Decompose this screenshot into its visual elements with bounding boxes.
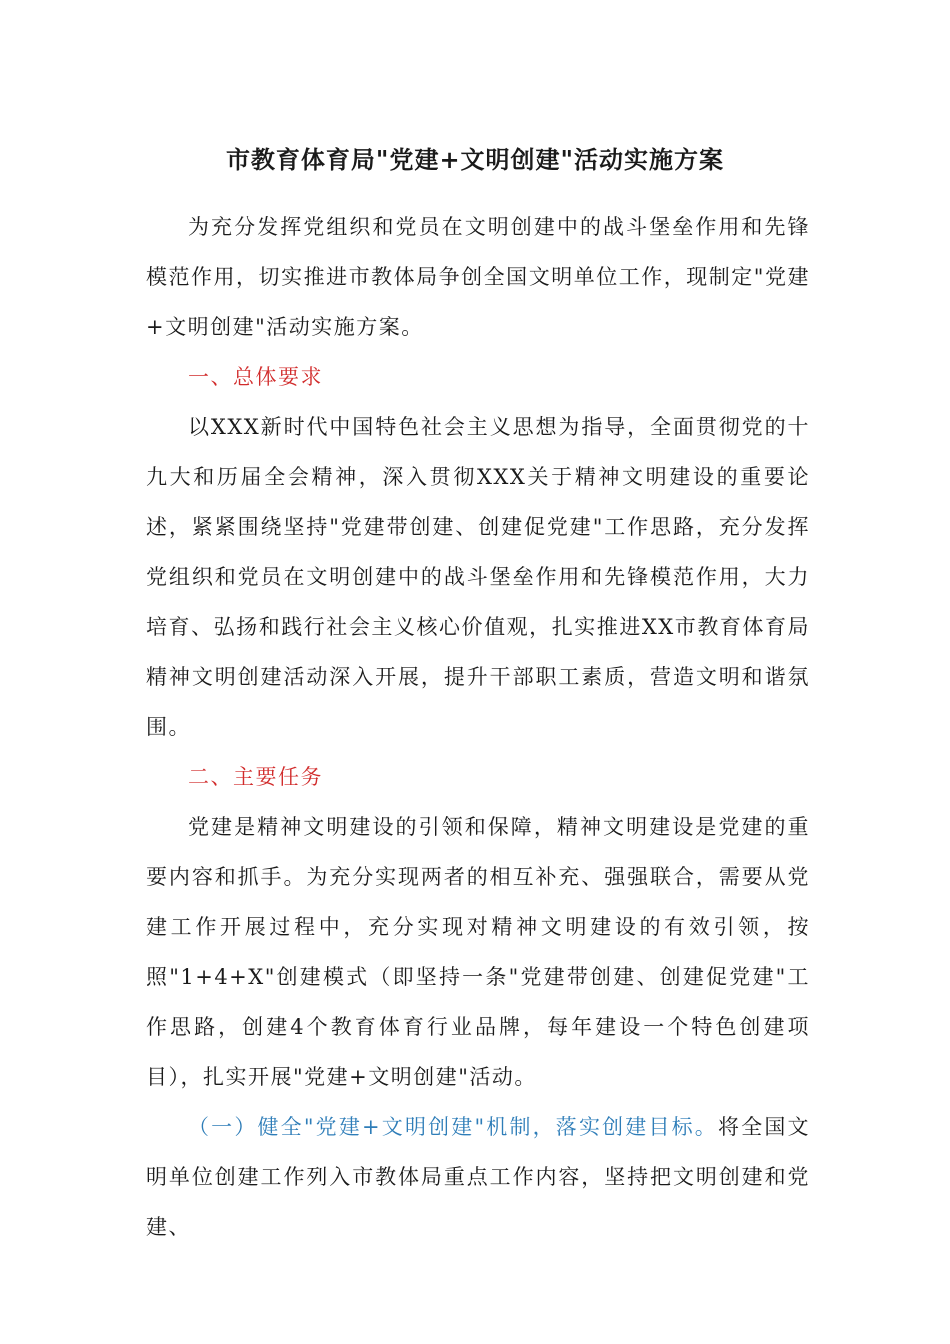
intro-paragraph: 为充分发挥党组织和党员在文明创建中的战斗堡垒作用和先锋模范作用，切实推进市教体局争创全国文明单位工作，现制定"党建+文明创建"活动实施方案。 [146,215,810,339]
subsection-heading-mechanism: （一）健全"党建+文明创建"机制，落实创建目标。 [188,1115,718,1139]
section-heading-main-tasks: 二、主要任务 [188,765,323,789]
document-body [146,202,810,1252]
section-heading-overall-requirements: 一、总体要求 [188,365,323,389]
section-paragraph-main-tasks: 党建是精神文明建设的引领和保障，精神文明建设是党建的重要内容和抓手。为充分实现两者的相互补充、强强联合，需要从党建工作开展过程中，充分实现对精神文明建设的有效引领，按照"1+4+X"创建模式（即坚持一条"党建带创建、创建促党建"工作思路，创建4个教育体育行业品牌，每年建设一个特色创建项目），扎实开展"党建+文明创建"活动。 [146,815,810,1089]
subsection-text-mechanism: 将全国文明单位创建工作列入市教体局重点工作内容，坚持把文明创建和党建、 [146,1115,810,1239]
subsection-paragraph-mechanism [146,1102,810,1252]
section-paragraph-overall-requirements: 以XXX新时代中国特色社会主义思想为指导，全面贯彻党的十九大和历届全会精神，深入贯彻XXX关于精神文明建设的重要论述，紧紧围绕坚持"党建带创建、创建促党建"工作思路，充分发挥党组织和党员在文明创建中的战斗堡垒作用和先锋模范作用，大力培育、弘扬和践行社会主义核心价值观，扎实推进XX市教育体育局精神文明创建活动深入开展，提升干部职工素质，营造文明和谐氛围。 [146,415,810,739]
document-title: 市教育体育局"党建+文明创建"活动实施方案 [225,145,725,174]
